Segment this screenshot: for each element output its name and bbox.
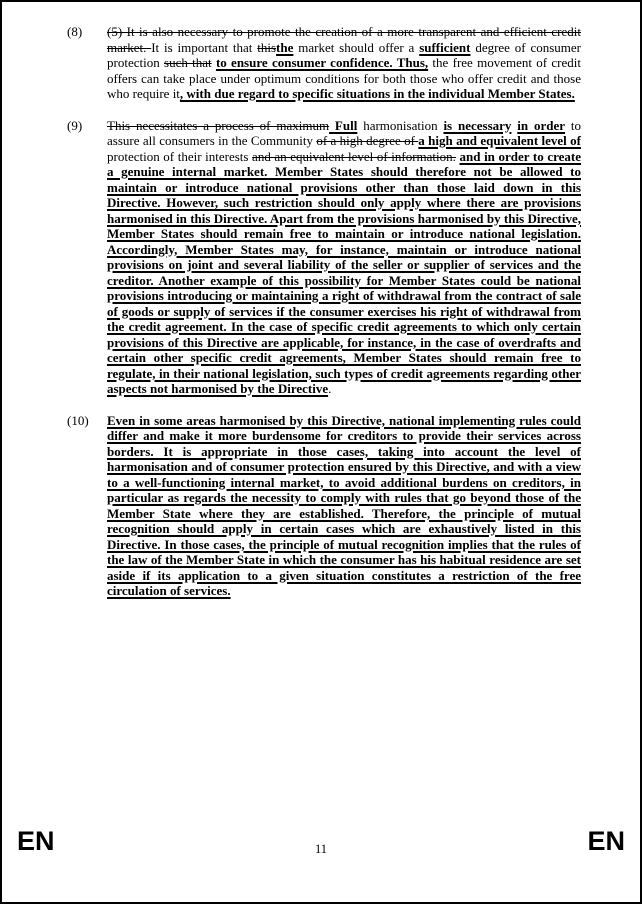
inserted-text: , with due regard to specific situations in the individual Member States. xyxy=(179,86,575,101)
unchanged-text: degree of consumer protection xyxy=(107,39,582,70)
inserted-text: to ensure consumer confidence. Thus, xyxy=(215,55,429,70)
deleted-text: (5) It is also necessary to promote the creation of a more transparent and efficient credit market. xyxy=(107,24,581,55)
recital-text xyxy=(107,24,581,102)
deleted-text: of a high degree of xyxy=(316,133,419,148)
unchanged-text: market should offer a xyxy=(293,39,420,55)
recital-text xyxy=(107,413,581,599)
language-code-left: EN xyxy=(17,826,55,856)
inserted-text: sufficient xyxy=(419,39,471,55)
inserted-text: Even in some areas harmonised by this Directive, national implementing rules could differ and make it more burdensome for creditors to provide their services across borders. It is appropriate in those cases, taking into account the level of harmonisation and of consumer protection ensured by this Directive, and with a view to a well-functioning internal market, to avoid additional burdens on creditors, in particular as regards the necessity to comply with rules that go beyond those of the Member State where they are established. Therefore, the principle of mutual recognition should apply in certain cases which are exhaustively listed in this Directive. In those cases, the principle of mutual recognition implies that the rules of the law of the Member State in which the consumer has his habitual residence are set aside if its application to a given situation constitutes a restriction of the free circulation of services. xyxy=(107,412,581,598)
deleted-text: This necessitates a process of maximum xyxy=(107,117,330,133)
inserted-text: Full xyxy=(329,117,358,133)
deleted-text: this xyxy=(257,39,277,55)
deleted-text: and an equivalent level of information. xyxy=(252,148,456,164)
inserted-text: the xyxy=(276,39,294,55)
recitals xyxy=(67,24,581,615)
unchanged-text: . xyxy=(328,381,332,396)
language-code-right: EN xyxy=(587,826,625,856)
recital-number: (9) xyxy=(67,117,83,133)
recital-paragraph xyxy=(67,413,581,599)
inserted-text: is necessary xyxy=(443,117,512,133)
recital-number: (10) xyxy=(67,412,89,428)
unchanged-text: harmonisation xyxy=(357,117,444,133)
recital-paragraph xyxy=(67,24,581,102)
unchanged-text: It is important that xyxy=(151,39,258,55)
deleted-text: such that xyxy=(164,55,212,70)
recital-text xyxy=(107,118,581,397)
unchanged-text: the free movement of credit offers can take place under optimum conditions for both those who offer credit and those who require it xyxy=(107,55,581,101)
recital-number: (8) xyxy=(67,24,83,39)
inserted-text: and in order to create a genuine internal market. Member States should therefore not be allowed to maintain or introduce national provisions other than those laid down in this Directive. However, such restriction should only apply where there are provisions harmonised in this Directive. Apart from the provisions harmonised by this Directive, Member States should remain free to maintain or introduce national legislation. Accordingly, Member States may, for instance, maintain or introduce national provisions on joint and several liability of the seller or supplier of services and the creditor. Another example of this possibility for Member States could be national provisions introducing or maintaining a right of withdrawal from the contract of sale of goods or supply of services if the consumer exercises his right of withdrawal from the credit agreement. In the case of specific credit agreements to which only certain provisions of this Directive are applicable, for instance, in the case of overdrafts and certain other specific credit agreements, Member States should remain free to regulate, in their national legislation, such types of credit agreements regarding other aspects not harmonised by the Directive xyxy=(107,148,581,396)
inserted-text: in order xyxy=(517,117,566,133)
inserted-text: a high and equivalent level of xyxy=(418,133,581,148)
recital-paragraph xyxy=(67,118,581,397)
unchanged-text: to assure all consumers in the Community xyxy=(107,117,581,148)
unchanged-text: protection of their interests xyxy=(107,148,253,164)
page-number: 11 xyxy=(314,842,328,856)
